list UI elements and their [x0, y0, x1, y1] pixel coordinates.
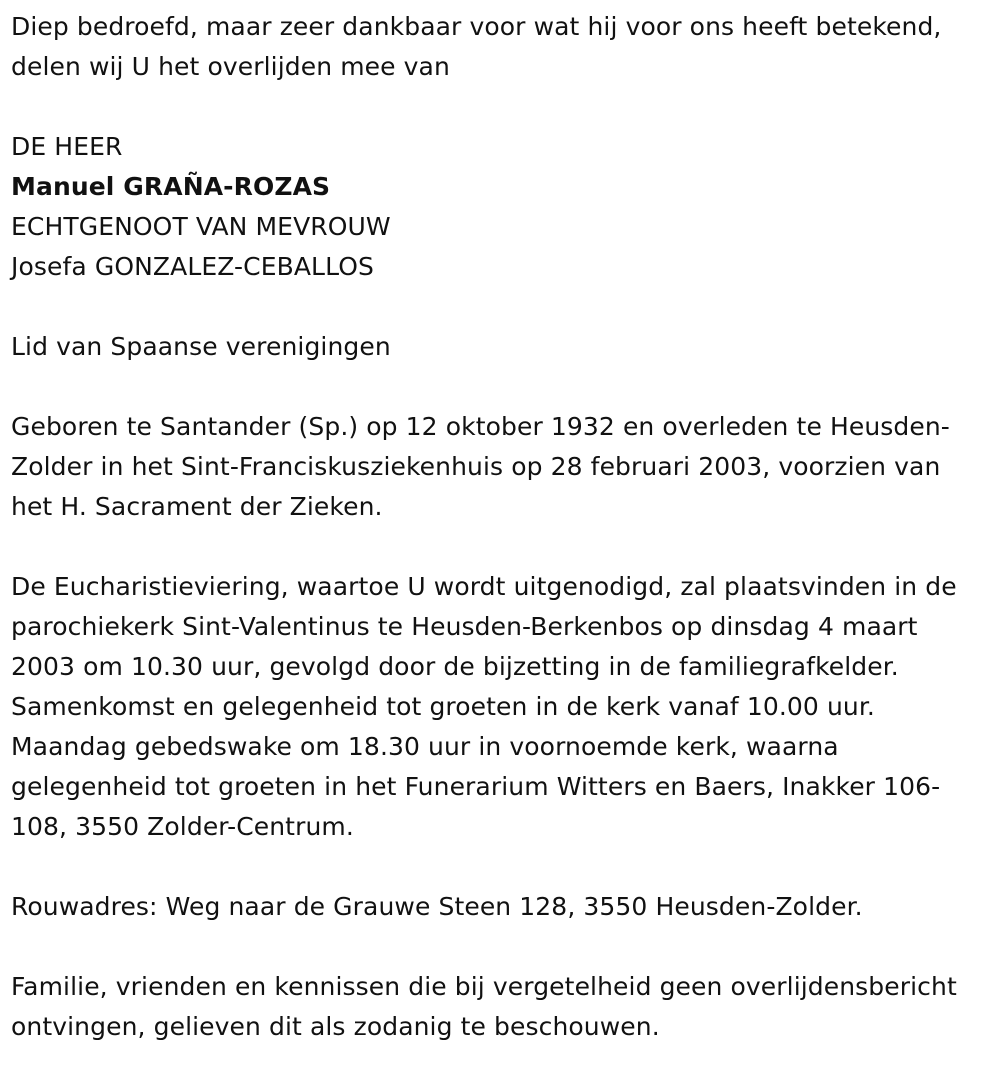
spouse-name: Josefa GONZALEZ-CEBALLOS — [11, 252, 374, 281]
spacer — [11, 287, 986, 327]
deceased-name: Manuel GRAÑA-ROZAS — [11, 172, 331, 201]
spacer — [11, 87, 986, 127]
obituary-notice — [11, 7, 986, 1047]
spacer — [11, 367, 986, 407]
spouse-label: ECHTGENOOT VAN MEVROUW — [11, 212, 391, 241]
birth-death-text: Geboren te Santander (Sp.) op 12 oktober 1932 en overleden te Heusden-Zolder in het Sint-Franciskusziekenhuis op 28 februari 2003, voorzien van het H. Sacrament der Zieken. — [11, 412, 950, 521]
spacer — [11, 527, 986, 567]
closing-text: Familie, vrienden en kennissen die bij vergetelheid geen overlijdensbericht ontvingen, gelieven dit als zodanig te beschouwen. — [11, 972, 957, 1041]
spacer — [11, 847, 986, 887]
spacer — [11, 927, 986, 967]
intro-text: Diep bedroefd, maar zeer dankbaar voor wat hij voor ons heeft betekend, delen wij U het overlijden mee van — [11, 12, 942, 81]
deceased-title: DE HEER — [11, 132, 123, 161]
mourning-address: Rouwadres: Weg naar de Grauwe Steen 128, 3550 Heusden-Zolder. — [11, 892, 863, 921]
membership-text: Lid van Spaanse verenigingen — [11, 332, 391, 361]
service-text: De Eucharistieviering, waartoe U wordt uitgenodigd, zal plaatsvinden in de parochiekerk Sint-Valentinus te Heusden-Berkenbos op dinsdag 4 maart 2003 om 10.30 uur, gevolgd door de bijzetting in de familiegrafkelder. Samenkomst en gelegenheid tot groeten in de kerk vanaf 10.00 uur. Maandag gebedswake om 18.30 uur in voornoemde kerk, waarna gelegenheid tot groeten in het Funerarium Witters en Baers, Inakker 106-108, 3550 Zolder-Centrum. — [11, 572, 957, 841]
